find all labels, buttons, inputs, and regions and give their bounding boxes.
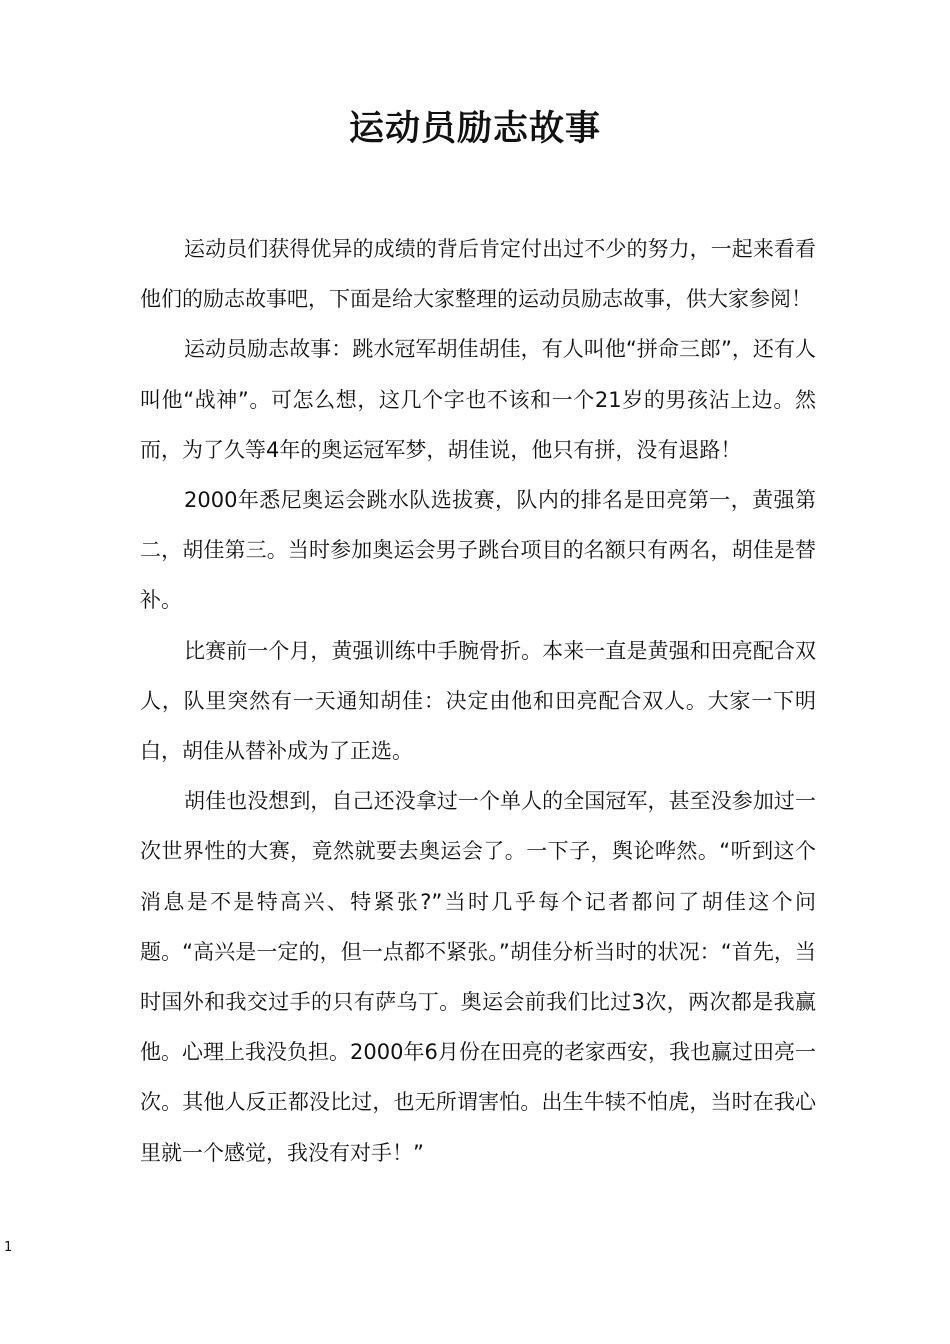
document-body (140, 224, 816, 1178)
paragraph-interview: 胡佳也没想到，自己还没拿过一个单人的全国冠军，甚至没参加过一次世界性的大赛，竟然就要去奥运会了。一下子，舆论哗然。“听到这个消息是不是特高兴、特紧张?”当时几乎每个记者都问了胡佳这个问题。“高兴是一定的，但一点都不紧张。”胡佳分析当时的状况：“首先，当时国外和我交过手的只有萨乌丁。奥运会前我们比过3次，两次都是我赢他。心理上我没负担。2000年6月份在田亮的老家西安，我也赢过田亮一次。其他人反正都没比过，也无所谓害怕。出生牛犊不怕虎，当时在我心里就一个感觉，我没有对手！” (140, 789, 816, 1165)
paragraph-story-opening: 运动员励志故事：跳水冠军胡佳胡佳，有人叫他“拼命三郎”，还有人叫他“战神”。可怎么想，这几个字也不该和一个21岁的男孩沾上边。然而，为了久等4年的奥运冠军梦，胡佳说，他只有拼，没有退路！ (140, 337, 816, 462)
paragraph-injury: 比赛前一个月，黄强训练中手腕骨折。本来一直是黄强和田亮配合双人，队里突然有一天通知胡佳：决定由他和田亮配合双人。大家一下明白，胡佳从替补成为了正选。 (140, 638, 816, 764)
paragraph-intro: 运动员们获得优异的成绩的背后肯定付出过不少的努力，一起来看看他们的励志故事吧，下面是给大家整理的运动员励志故事，供大家参阅！ (140, 237, 816, 312)
paragraph-selection-trials: 2000年悉尼奥运会跳水队选拔赛，队内的排名是田亮第一，黄强第二，胡佳第三。当时参加奥运会男子跳台项目的名额只有两名，胡佳是替补。 (140, 488, 816, 613)
page-number: 1 (4, 1240, 13, 1255)
document-title: 运动员励志故事 (348, 109, 601, 149)
